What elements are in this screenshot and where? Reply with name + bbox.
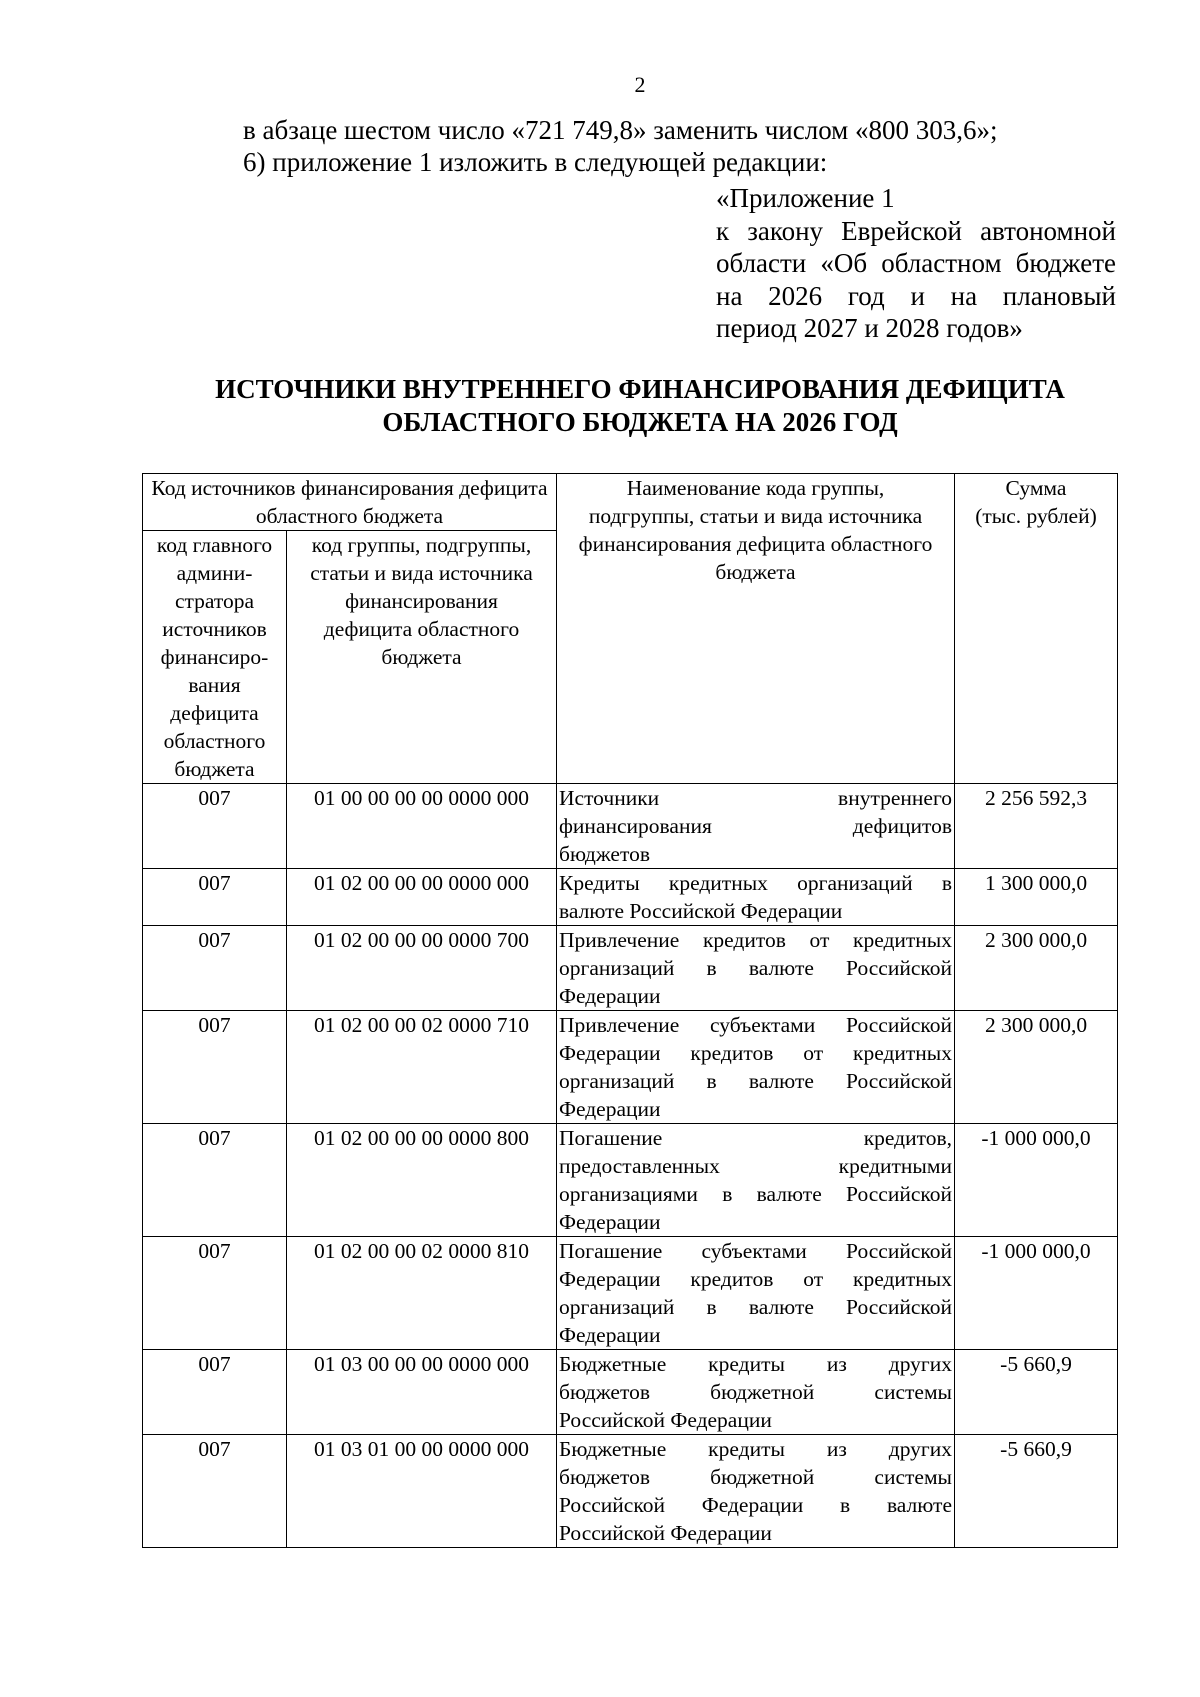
header-admin-line: стратора (174, 589, 255, 613)
source-name-line: Федерации (559, 1210, 661, 1234)
table-row (143, 1124, 1118, 1237)
header-name-line: бюджета (715, 560, 796, 584)
source-name-line: Российской Федерации в валюте (559, 1493, 952, 1517)
header-group-code (287, 531, 557, 784)
source-name-line: Привлечение кредитов от кредитных (559, 928, 952, 952)
source-code-cell: 01 02 00 00 00 0000 700 (287, 926, 557, 1011)
header-amount (955, 474, 1118, 784)
source-code-cell: 01 02 00 00 02 0000 710 (287, 1011, 557, 1124)
source-name-line: Федерации кредитов от кредитных (559, 1041, 952, 1065)
header-name-line: Наименование кода группы, (626, 476, 885, 500)
source-name-line: Кредиты кредитных организаций в (559, 871, 952, 895)
appendix-line-2: к закону Еврейской автономной (716, 215, 1116, 246)
admin-code-cell: 007 (143, 1350, 287, 1435)
source-name-line: Погашение кредитов, (559, 1126, 952, 1150)
header-group-code-line: статьи и вида источника (310, 561, 533, 585)
heading-line-1: ИСТОЧНИКИ ВНУТРЕННЕГО ФИНАНСИРОВАНИЯ ДЕФИЦИТА (215, 374, 1065, 404)
admin-code-cell: 007 (143, 784, 287, 869)
source-name-line: организаций в валюте Российской (559, 1069, 952, 1093)
table-body (143, 784, 1118, 1548)
header-admin-line: финансиро- (160, 645, 269, 669)
header-group-code-line: код группы, подгруппы, (311, 533, 532, 557)
source-name-line: Федерации (559, 1097, 661, 1121)
header-group-code-line: дефицита областного (323, 617, 520, 641)
table-row (143, 1350, 1118, 1435)
amount-cell: 2 300 000,0 (955, 926, 1118, 1011)
source-name-line: Федерации (559, 984, 661, 1008)
amount-cell: 2 300 000,0 (955, 1011, 1118, 1124)
table-header (143, 474, 1118, 784)
source-code-cell: 01 02 00 00 00 0000 000 (287, 869, 557, 926)
source-name-cell (557, 926, 955, 1011)
amount-cell: -1 000 000,0 (955, 1124, 1118, 1237)
source-name-line: Погашение субъектами Российской (559, 1239, 952, 1263)
source-name-cell (557, 1011, 955, 1124)
source-name-line: валюте Российской Федерации (559, 899, 843, 923)
source-name-line: Источники внутреннего (559, 786, 952, 810)
source-name-line: бюджетов бюджетной системы (559, 1465, 952, 1489)
header-admin-code (143, 531, 287, 784)
header-admin-line: источников (162, 617, 267, 641)
table-row (143, 1435, 1118, 1548)
admin-code-cell: 007 (143, 926, 287, 1011)
header-admin-line: дефицита (170, 701, 259, 725)
header-name (557, 474, 955, 784)
source-name-cell (557, 1350, 955, 1435)
source-code-cell: 01 02 00 00 02 0000 810 (287, 1237, 557, 1350)
header-admin-line: бюджета (174, 757, 255, 781)
source-name-line: Бюджетные кредиты из других (559, 1437, 952, 1461)
amount-cell: -5 660,9 (955, 1435, 1118, 1548)
header-amount-line: Сумма (1005, 476, 1067, 500)
header-group-code-line: бюджета (381, 645, 462, 669)
page-number: 2 (634, 72, 646, 97)
source-name-line: организаций в валюте Российской (559, 1295, 952, 1319)
intro-line-1: в абзаце шестом число «721 749,8» заменить числом «800 303,6»; (243, 115, 998, 145)
appendix-line-3: области «Об областном бюджете (716, 248, 1116, 278)
amount-cell: -5 660,9 (955, 1350, 1118, 1435)
table-row (143, 926, 1118, 1011)
admin-code-cell: 007 (143, 1435, 287, 1548)
source-code-cell: 01 00 00 00 00 0000 000 (287, 784, 557, 869)
source-code-cell: 01 02 00 00 00 0000 800 (287, 1124, 557, 1237)
source-code-cell: 01 03 00 00 00 0000 000 (287, 1350, 557, 1435)
source-name-line: Федерации (559, 1323, 661, 1347)
header-admin-line: админи- (176, 561, 253, 585)
source-name-line: бюджетов (559, 842, 650, 866)
admin-code-cell: 007 (143, 1124, 287, 1237)
source-name-cell (557, 1124, 955, 1237)
source-name-cell (557, 1237, 955, 1350)
source-name-cell (557, 1435, 955, 1548)
heading-line-2: ОБЛАСТНОГО БЮДЖЕТА НА 2026 ГОД (382, 407, 898, 437)
document-heading (170, 373, 1110, 439)
source-name-line: Бюджетные кредиты из других (559, 1352, 952, 1376)
amount-cell: 2 256 592,3 (955, 784, 1118, 869)
amount-cell: -1 000 000,0 (955, 1237, 1118, 1350)
table-row (143, 784, 1118, 869)
header-code-group: Код источников финансирования дефицита областного бюджета (143, 474, 557, 531)
intro-line-2: 6) приложение 1 изложить в следующей редакции: (243, 147, 828, 177)
source-name-line: организациями в валюте Российской (559, 1182, 952, 1206)
admin-code-cell: 007 (143, 1237, 287, 1350)
table-row (143, 869, 1118, 926)
appendix-line-1: «Приложение 1 (716, 183, 895, 213)
source-name-line: бюджетов бюджетной системы (559, 1380, 952, 1404)
header-admin-line: областного (163, 729, 266, 753)
header-admin-line: вания (188, 673, 241, 697)
header-name-line: финансирования дефицита областного (578, 532, 933, 556)
admin-code-cell: 007 (143, 869, 287, 926)
header-admin-line: код главного (156, 533, 273, 557)
financing-sources-table (142, 473, 1118, 1548)
table-row (143, 1237, 1118, 1350)
appendix-line-5: период 2027 и 2028 годов» (716, 313, 1023, 343)
amount-cell: 1 300 000,0 (955, 869, 1118, 926)
source-name-line: Российской Федерации (559, 1521, 772, 1545)
source-code-cell: 01 03 01 00 00 0000 000 (287, 1435, 557, 1548)
source-name-line: Привлечение субъектами Российской (559, 1013, 952, 1037)
source-name-line: Федерации кредитов от кредитных (559, 1267, 952, 1291)
source-name-line: предоставленных кредитными (559, 1154, 952, 1178)
table-row (143, 1011, 1118, 1124)
header-group-code-line: финансирования (345, 589, 498, 613)
header-name-line: подгруппы, статьи и вида источника (588, 504, 923, 528)
source-name-cell (557, 869, 955, 926)
source-name-line: Российской Федерации (559, 1408, 772, 1432)
source-name-line: организаций в валюте Российской (559, 956, 952, 980)
source-name-cell (557, 784, 955, 869)
header-amount-line: (тыс. рублей) (975, 504, 1097, 528)
source-name-line: финансирования дефицитов (559, 814, 952, 838)
appendix-line-4: на 2026 год и на плановый (716, 280, 1116, 311)
appendix-note (716, 182, 1116, 345)
admin-code-cell: 007 (143, 1011, 287, 1124)
